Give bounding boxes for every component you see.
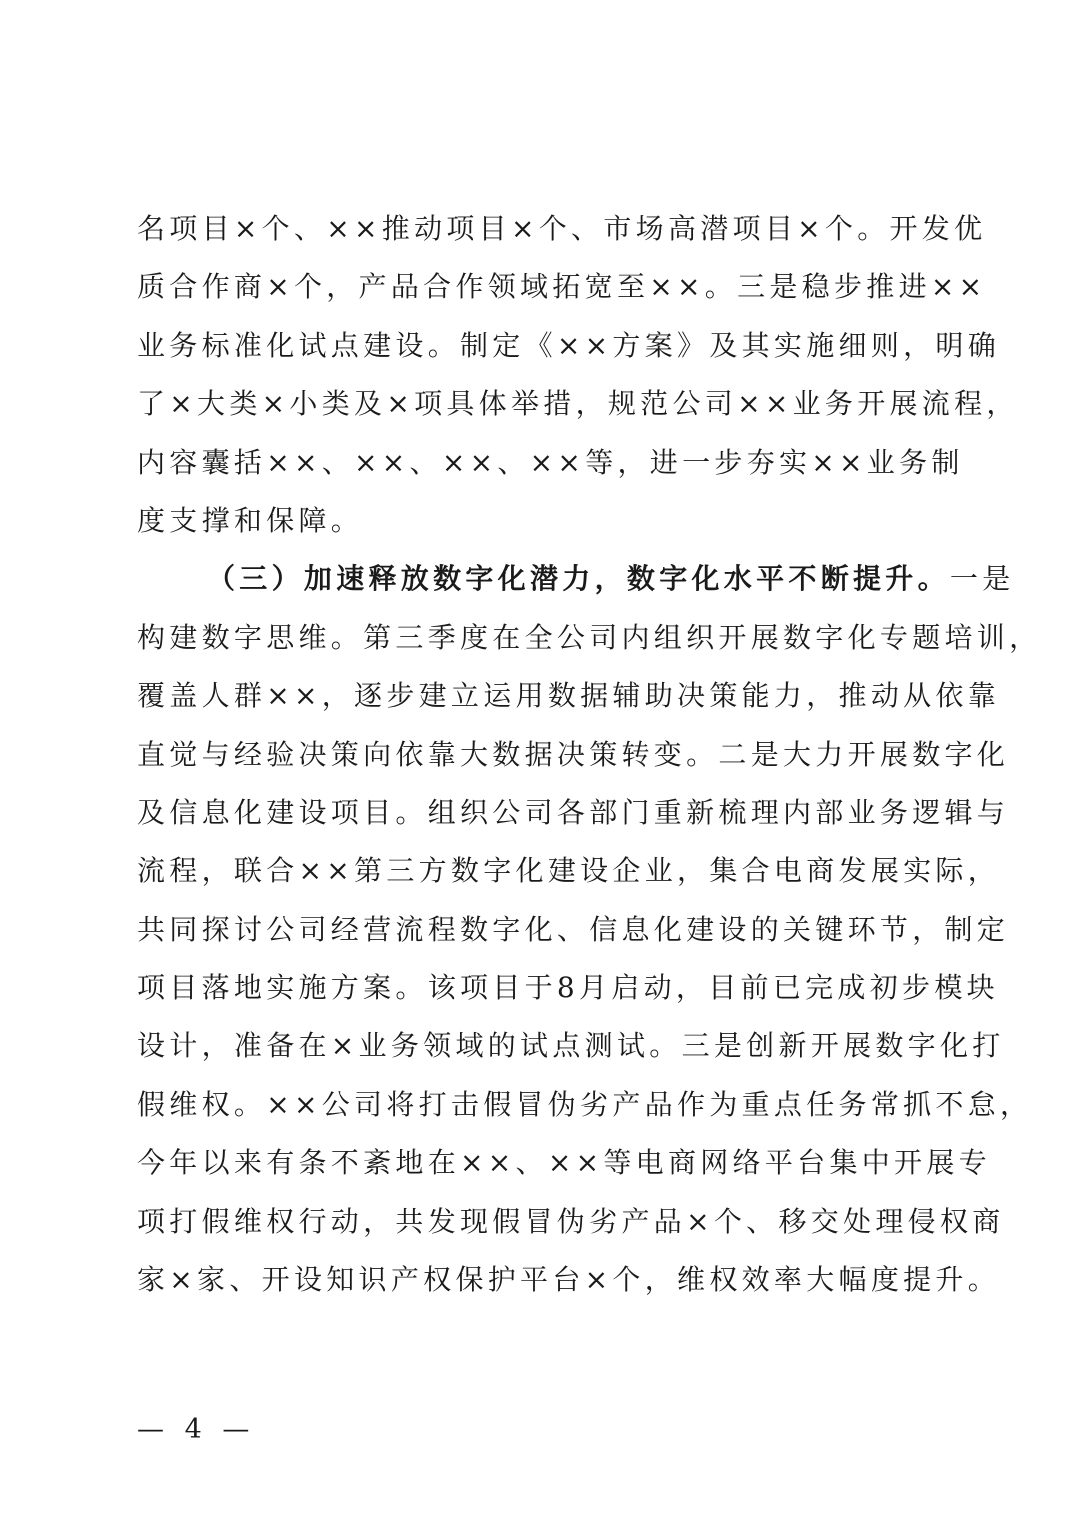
page-number: — 4 —	[137, 1414, 256, 1445]
text-line: 度支撑和保障。	[137, 503, 364, 537]
text-line: 假维权。××公司将打击假冒伪劣产品作为重点任务常抓不怠，	[137, 1087, 1033, 1121]
text-line: 构建数字思维。第三季度在全公司内组织开展数字化专题培训，	[137, 620, 1042, 654]
text-line: 项目落地实施方案。该项目于8月启动，目前已完成初步模块	[137, 971, 999, 1005]
text-line: 及信息化建设项目。组织公司各部门重新梳理内部业务逻辑与	[137, 795, 1010, 829]
paragraph-section-3	[137, 550, 1042, 1309]
section-heading-line	[137, 550, 1015, 608]
text-line: 家×家、开设知识产权保护平台×个，维权效率大幅度提升。	[137, 1263, 1001, 1297]
text-line: 流程，联合××第三方数字化建设企业，集合电商发展实际，	[137, 854, 1001, 888]
text-line: 名项目×个、××推动项目×个、市场高潜项目×个。开发优	[137, 212, 987, 245]
text-line: 今年以来有条不紊地在××、××等电商网络平台集中开展专	[137, 1146, 991, 1180]
body-text	[137, 200, 1042, 1309]
text-line: 直觉与经验决策向依靠大数据决策转变。二是大力开展数字化	[137, 737, 1010, 771]
text-line: 项打假维权行动，共发现假冒伪劣产品×个、移交处理侵权商	[137, 1204, 1005, 1238]
text-line: 业务标准化试点建设。制定《××方案》及其实施细则，明确	[137, 328, 1001, 362]
text-line: 设计，准备在×业务领域的试点测试。三是创新开展数字化打	[137, 1029, 1005, 1063]
text-line: 质合作商×个，产品合作领域拓宽至××。三是稳步推进××	[137, 270, 987, 304]
text-line: 了×大类×小类及×项具体举措，规范公司××业务开展流程，	[137, 387, 1019, 421]
heading-line-rest: 一是	[949, 562, 1015, 596]
text-line: 覆盖人群××，逐步建立运用数据辅助决策能力，推动从依靠	[137, 679, 1001, 713]
paragraph-continued	[137, 200, 1019, 550]
text-line: 内容囊括××、××、××、××等，进一步夯实××业务制	[137, 445, 964, 479]
section-heading: （三）加速释放数字化潜力，数字化水平不断提升。	[207, 562, 950, 596]
text-line: 共同探讨公司经营流程数字化、信息化建设的关键环节，制定	[137, 912, 1010, 946]
